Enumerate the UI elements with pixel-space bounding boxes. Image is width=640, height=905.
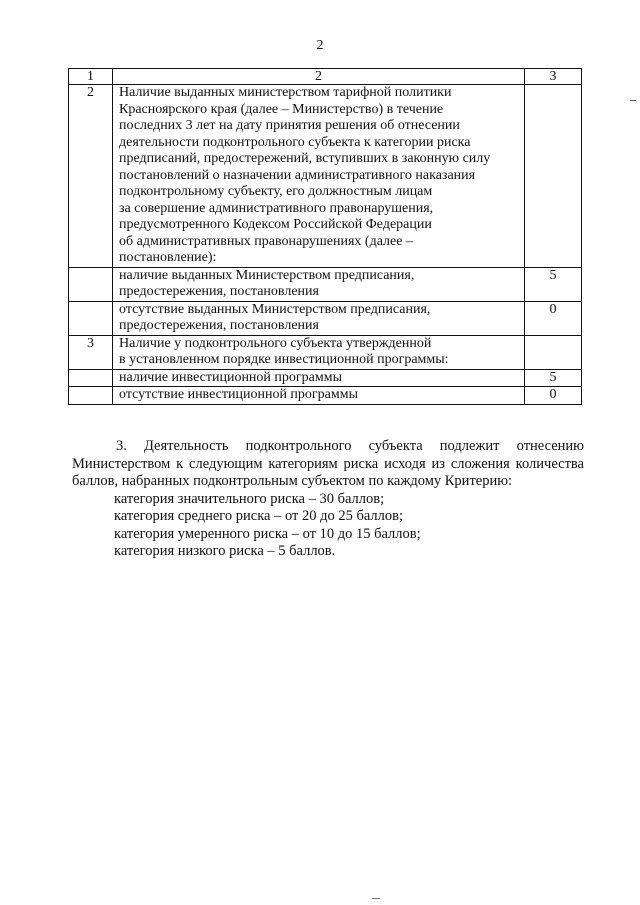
text-line: деятельности подконтрольного субъекта к категории риска xyxy=(119,134,471,150)
scan-edge-mark xyxy=(372,898,380,899)
table-row xyxy=(69,387,582,405)
risk-category-list xyxy=(72,491,584,561)
text-line: подконтрольному субъекту, его должностным лицам xyxy=(119,184,433,199)
text-line: Красноярского края (далее – Министерство) в течение xyxy=(119,101,444,117)
page-number: 2 xyxy=(316,38,324,53)
score-cell xyxy=(525,85,582,268)
scan-edge-mark xyxy=(630,100,636,101)
table-row xyxy=(69,369,582,387)
criterion-number xyxy=(69,387,113,405)
criterion-text xyxy=(113,267,525,301)
criterion-number: 3 xyxy=(69,335,113,369)
list-item: категория умеренного риска – от 10 до 15 баллов; xyxy=(114,525,421,542)
criterion-number xyxy=(69,369,113,387)
list-item: категория низкого риска – 5 баллов. xyxy=(114,543,336,559)
text-line: об административных правонарушениях (далее – xyxy=(119,233,413,249)
risk-categories-section xyxy=(72,438,584,561)
score-cell xyxy=(525,335,582,369)
text-line: последних 3 лет на дату принятия решения об отнесении xyxy=(119,118,460,133)
paragraph-text: 3. Деятельность подконтрольного субъекта подлежит отнесению Министерством к следующим категориям риска исходя из сложения количества баллов, набранных подконтрольным субъектом по каждому Критерию: xyxy=(72,438,584,489)
text-line: постановлений о назначении административного наказания xyxy=(119,167,476,183)
text-line: предусмотренного Кодексом Российской Федерации xyxy=(119,217,432,232)
criterion-text xyxy=(113,387,525,405)
criterion-number xyxy=(69,267,113,301)
text-line: наличие инвестиционной программы xyxy=(119,369,342,385)
header-cell: 3 xyxy=(525,69,582,85)
header-cell: 1 xyxy=(69,69,113,85)
table-header-row xyxy=(69,69,582,85)
criterion-number: 2 xyxy=(69,85,113,268)
table-row xyxy=(69,301,582,335)
text-line: отсутствие выданных Министерством предписания, xyxy=(119,301,431,317)
table-row xyxy=(69,335,582,369)
criterion-text xyxy=(113,85,525,268)
list-item: категория среднего риска – от 20 до 25 баллов; xyxy=(114,508,404,524)
criterion-text xyxy=(113,335,525,369)
text-line: Наличие выданных министерством тарифной политики xyxy=(119,85,452,100)
score-cell: 5 xyxy=(525,267,582,301)
text-line: предостережения, постановления xyxy=(119,284,319,299)
score-cell: 5 xyxy=(525,369,582,387)
criterion-text xyxy=(113,369,525,387)
text-line: наличие выданных Министерством предписания, xyxy=(119,267,415,283)
text-line: за совершение административного правонарушения, xyxy=(119,200,434,216)
text-line: предостережения, постановления xyxy=(119,318,319,333)
score-cell: 0 xyxy=(525,301,582,335)
text-line: отсутствие инвестиционной программы xyxy=(119,387,359,402)
text-line: постановление): xyxy=(119,250,217,265)
criterion-text xyxy=(113,301,525,335)
text-line: в установленном порядке инвестиционной программы: xyxy=(119,352,449,367)
text-line: Наличие у подконтрольного субъекта утвержденной xyxy=(119,335,432,351)
criteria-table xyxy=(68,68,582,405)
table-row xyxy=(69,85,582,268)
table-row xyxy=(69,267,582,301)
criterion-number xyxy=(69,301,113,335)
score-cell: 0 xyxy=(525,387,582,405)
list-item: категория значительного риска – 30 баллов; xyxy=(114,490,385,507)
text-line: предписаний, предостережений, вступивших в законную силу xyxy=(119,151,491,166)
header-cell: 2 xyxy=(113,69,525,85)
